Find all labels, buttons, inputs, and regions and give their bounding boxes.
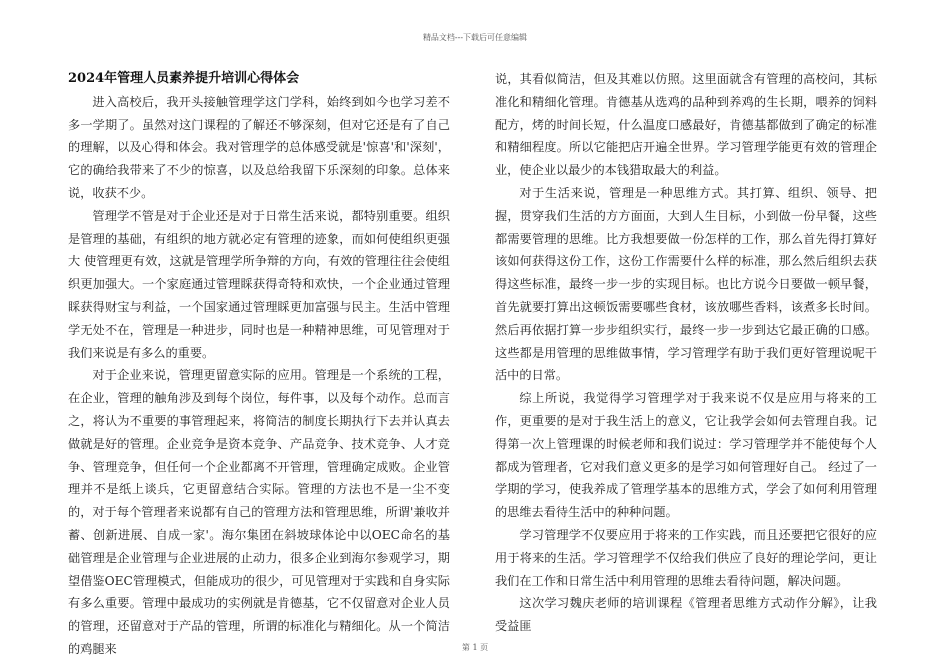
paragraph: 学习管理学不仅要应用于将来的工作实践，而且还要把它很好的应用于将来的生活。学习管理学不仅给我们供应了良好的理论学问，更让我们在工作和日常生活中利用管理的思维去看待问题，解决问题。 bbox=[495, 527, 877, 588]
left-column bbox=[68, 68, 450, 661]
paragraph: 对于生活来说，管理是一种思维方式。其打算、组织、领导、把握，贯穿我们生活的方方面面，大到人生目标，小到做一份早餐，这些都需要管理的思维。比方我想要做一份怎样的工作，那么首先得打算好该如何获得这份工作，这份工作需要什么样的标准，那么然后组织去获得这些标准，最终一步一步的实现目标。也比方说今日要做一顿早餐，首先就要打算出这顿饭需要哪些食材，该放哪些香料，该煮多长时间。然后再依据打算一步步组织实行，最终一步一步到达它最正确的口感。这些都是用管理的思维做事情，学习管理学有助于我们更好管理说呢干活中的日常。 bbox=[495, 185, 877, 383]
paragraph: 综上所说，我觉得学习管理学对于我来说不仅是应用与将来的工作，更重要的是对于我生活上的意义，它让我学会如何去管理自我。记得第一次上管理课的时候老师和我们说过：学习管理学并不能使每个人都成为管理者，它对我们意义更多的是学习如何管理好自己。 经过了一学期的学习，使我养成了管理学基本的思维方式，学会了如何利用管理的思维去看待生活中的种种问题。 bbox=[495, 391, 877, 520]
paragraph-continued: 说，其看似简洁，但及其难以仿照。这里面就含有管理的高校问，其标准化和精细化管理。肯德基从选鸡的品种到养鸡的生长期，喂养的饲料配方，烤的时间长短，什么温度口感最好，肯德基都做到了确定的标准和精细程度。所以它能把店开遍全世界。学习管理学能更有效的管理企业，使企业以最少的本钱猎取最大的利益。 bbox=[495, 72, 877, 178]
paragraph: 管理学不管是对于企业还是对于日常生活来说，都特别重要。组织是管理的基础，有组织的地方就必定有管理的迹象，而如何使组织更强大 使管理更有效，这就是管理学所争辩的方向，有效的管理往往会使组织更加强大。一个家庭通过管理睬获得奇特和欢快，一个企业通过管理睬获得财宝与利益，一个国家通过管理睬更加富强与民主。生活中管理学无处不在，管理是一种进步，同时也是一种精神思维，可见管理对于我们来说是有多么的重要。 bbox=[68, 208, 450, 360]
page-number: 第 1 页 bbox=[461, 643, 489, 652]
paragraph: 这次学习魏庆老师的培训课程《管理者思维方式动作分解》，让我受益匪 bbox=[495, 596, 877, 634]
right-column bbox=[495, 68, 877, 638]
document-title: 2024年管理人员素养提升培训心得体会 bbox=[68, 71, 300, 86]
paragraph: 对于企业来说，管理更留意实际的应用。管理是一个系统的工程，在企业，管理的触角涉及到每个岗位，每件事，以及每个动作。总而言之，将认为不重要的事管理起来，将简洁的制度长期执行下去并认真去做就是好的管理。企业竞争是资本竞争、产品竞争、技术竞争、人才竞争、管理竞争，但任何一个企业都离不开管理，管理确定成败。企业管理并不是纸上谈兵，它更留意结合实际。管理的方法也不是一尘不变的，对于每个管理者来说都有自己的管理方法和管理思维，所谓'兼收并蓄、创新进展、自成一家'。海尔集团在斜坡球体论中以OEC命名的基础管理是企业管理与企业进展的止动力，很多企业到海尔参观学习，期望借鉴OEC管理模式，但能成功的很少，可见管理对于实践和自身实际有多么重要。管理中最成功的实例就是肯德基，它不仅留意对企业人员的管理，还留意对于产品的管理，所谓的标准化与精细化。从一个简洁的鸡腿来 bbox=[68, 368, 450, 656]
page-header: 精品文档---下载后可任意编辑 bbox=[422, 33, 528, 42]
paragraph: 进入高校后，我开头接触管理学这门学科，始终到如今也学习差不多一学期了。虽然对这门课程的了解还不够深刻，但对它还是有了自己的理解，以及心得和体会。我对管理学的总体感受就是'惊喜'和'深刻'，它的确给我带来了不少的惊喜，以及总给我留下乐深刻的印象。总体来说，收获不少。 bbox=[68, 94, 450, 200]
